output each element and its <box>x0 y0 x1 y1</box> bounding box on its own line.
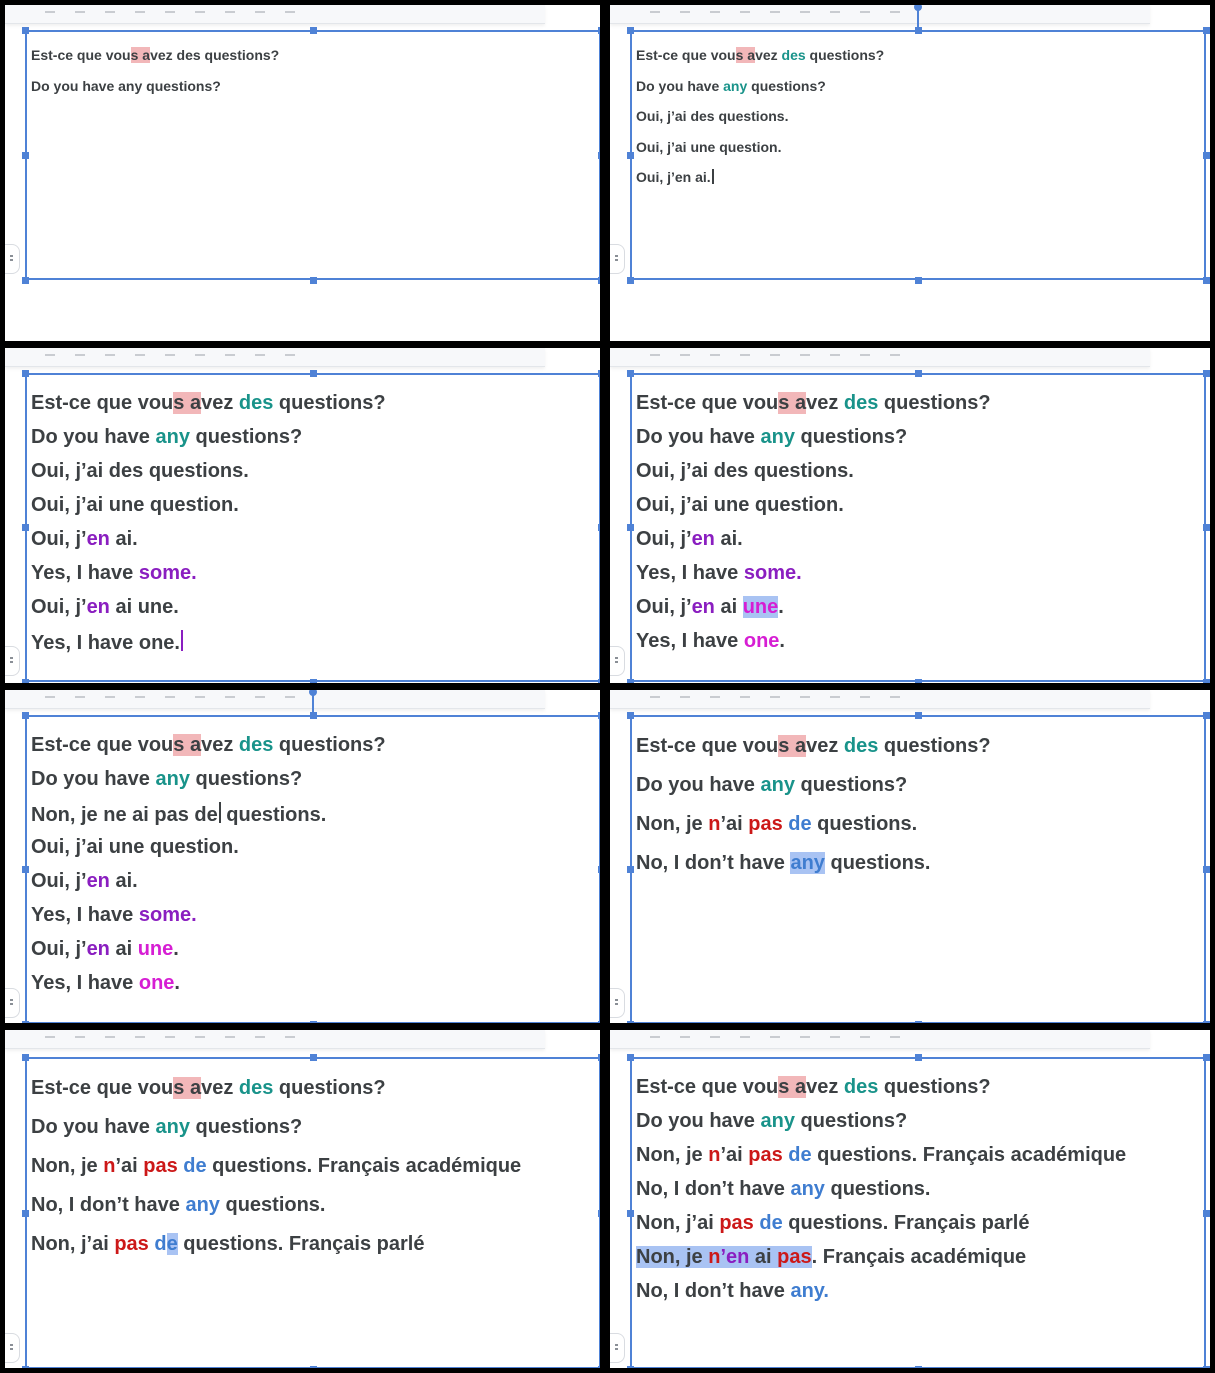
colored-word: en <box>86 870 110 892</box>
resize-handle[interactable] <box>627 679 634 684</box>
text-line[interactable] <box>31 836 239 859</box>
resize-handle[interactable] <box>22 524 29 531</box>
colored-word: any <box>760 426 795 448</box>
text-segment: vez <box>806 1076 844 1098</box>
colored-word: any <box>155 426 190 448</box>
text-segment: Oui, j’ <box>31 528 87 550</box>
toolbar-strip <box>5 348 545 367</box>
text-segment: . <box>779 630 785 652</box>
side-panel-tab[interactable] <box>610 1333 625 1363</box>
text-segment: Yes, I have <box>636 562 744 584</box>
text-line[interactable] <box>31 494 239 517</box>
resize-handle[interactable] <box>22 1210 29 1217</box>
panel-4 <box>610 348 1210 683</box>
text-line[interactable] <box>31 1233 424 1256</box>
text-segment: Non, j’ai <box>31 1233 115 1255</box>
resize-handle[interactable] <box>915 679 922 684</box>
text-line[interactable] <box>636 426 907 449</box>
colored-word: any <box>760 1110 795 1132</box>
resize-handle[interactable] <box>598 277 601 284</box>
text-segment: questions. <box>824 852 931 874</box>
text-segment: ’ai <box>720 1144 749 1166</box>
colored-word: some. <box>138 562 197 584</box>
resize-handle[interactable] <box>627 1366 634 1369</box>
text-segment: Non, je <box>31 1155 104 1177</box>
text-segment: Est-ce que vou <box>636 392 779 414</box>
text-segment: Oui, j’ai une question. <box>31 494 239 516</box>
resize-handle[interactable] <box>1203 679 1210 684</box>
highlighted-text: s a <box>130 47 151 63</box>
panel-7 <box>5 1030 600 1368</box>
colored-word: de <box>183 1155 207 1177</box>
text-line[interactable] <box>636 852 931 875</box>
text-line[interactable] <box>31 802 326 827</box>
resize-handle[interactable] <box>598 712 601 719</box>
text-segment: ai une. <box>109 596 179 618</box>
text-line[interactable] <box>31 938 179 961</box>
panel-3 <box>5 348 600 683</box>
side-panel-tab[interactable] <box>5 1333 20 1363</box>
colored-word: en <box>691 528 715 550</box>
text-line[interactable] <box>636 1246 1026 1269</box>
colored-word: pas <box>719 1212 754 1234</box>
text-line[interactable] <box>31 47 279 63</box>
colored-word: pas <box>748 1144 783 1166</box>
text-segment: Oui, j’ <box>31 596 87 618</box>
resize-handle[interactable] <box>22 1366 29 1369</box>
resize-handle[interactable] <box>915 1054 922 1061</box>
text-line[interactable] <box>31 562 197 585</box>
resize-handle[interactable] <box>1203 370 1210 377</box>
colored-word: any <box>185 1194 220 1216</box>
colored-word: des <box>843 1076 879 1098</box>
text-segment: vez <box>201 392 239 414</box>
highlighted-text: e <box>166 1233 178 1255</box>
text-segment: Yes, I have <box>31 562 139 584</box>
text-segment: vez <box>806 392 844 414</box>
colored-word: de <box>788 813 812 835</box>
text-segment: Oui, j’en ai. <box>636 169 711 185</box>
text-line[interactable] <box>636 1144 1126 1167</box>
highlighted-text: s a <box>778 735 807 757</box>
resize-handle[interactable] <box>1203 1366 1210 1369</box>
text-segment: questions. Français parlé <box>782 1212 1030 1234</box>
toolbar-strip <box>610 690 1150 709</box>
text-line[interactable] <box>31 596 179 619</box>
text-segment: No, I don’t have <box>31 1194 186 1216</box>
resize-handle[interactable] <box>598 27 601 34</box>
resize-handle[interactable] <box>627 866 634 873</box>
resize-handle[interactable] <box>627 1210 634 1217</box>
text-segment: ai. <box>109 528 138 550</box>
text-line[interactable] <box>636 1212 1029 1235</box>
text-segment: ’ai <box>720 813 749 835</box>
toolbar-strip <box>5 1030 545 1049</box>
resize-handle[interactable] <box>22 679 29 684</box>
text-segment: questions? <box>794 774 908 796</box>
text-line[interactable] <box>636 596 784 619</box>
colored-word: any <box>790 1178 825 1200</box>
text-line[interactable] <box>636 392 991 415</box>
colored-word: des <box>238 392 274 414</box>
side-panel-tab[interactable] <box>5 244 20 274</box>
text-cursor <box>181 630 183 651</box>
text-line[interactable] <box>31 1155 521 1178</box>
resize-handle[interactable] <box>598 524 601 531</box>
colored-word: des <box>238 734 274 756</box>
side-panel-tab[interactable] <box>610 646 625 676</box>
resize-handle[interactable] <box>627 712 634 719</box>
resize-handle[interactable] <box>22 277 29 284</box>
text-line[interactable] <box>31 528 138 551</box>
highlighted-text: s a <box>173 734 202 756</box>
panel-1 <box>5 5 600 341</box>
colored-word: de <box>759 1212 783 1234</box>
text-line[interactable] <box>31 392 386 415</box>
text-segment: Est-ce que vou <box>636 47 736 63</box>
colored-word: any <box>760 774 795 796</box>
side-panel-tab[interactable] <box>610 244 625 274</box>
text-line[interactable] <box>31 972 180 995</box>
resize-handle[interactable] <box>598 1054 601 1061</box>
resize-handle[interactable] <box>915 277 922 284</box>
colored-word: pas <box>114 1233 149 1255</box>
highlighted-text: Non, je <box>636 1246 709 1268</box>
text-segment: ’ai <box>115 1155 144 1177</box>
text-segment: Oui, j’ai une question. <box>636 494 844 516</box>
text-segment: . Français académique <box>811 1246 1027 1268</box>
text-line[interactable] <box>31 1077 386 1100</box>
highlighted-text: n <box>708 1246 721 1268</box>
text-segment: questions? <box>794 426 908 448</box>
resize-handle[interactable] <box>310 679 317 684</box>
resize-handle[interactable] <box>915 1366 922 1369</box>
text-segment: No, I don’t have <box>636 1280 791 1302</box>
resize-handle[interactable] <box>627 1021 634 1024</box>
resize-handle[interactable] <box>1203 1210 1210 1217</box>
text-cursor <box>712 169 714 184</box>
text-segment: Oui, j’ai des questions. <box>636 460 854 482</box>
text-line[interactable] <box>636 1076 991 1099</box>
text-segment: Oui, j’ai une question. <box>636 139 782 155</box>
text-line[interactable] <box>31 1116 302 1139</box>
panel-6 <box>610 690 1210 1023</box>
text-segment: vez <box>201 734 239 756</box>
resize-handle[interactable] <box>627 152 634 159</box>
highlighted-text: pas <box>777 1246 812 1268</box>
text-segment: Do you have <box>636 1110 761 1132</box>
text-segment: questions. Français académique <box>811 1144 1127 1166</box>
text-box-selection[interactable] <box>630 30 1206 280</box>
text-segment: Oui, j’ <box>636 596 692 618</box>
highlighted-text: s a <box>173 1077 202 1099</box>
text-segment: No, I don’t have <box>636 852 791 874</box>
panel-2 <box>610 5 1210 341</box>
toolbar-strip <box>5 5 545 24</box>
colored-word: une <box>137 938 174 960</box>
colored-word: any <box>155 1116 190 1138</box>
text-segment: Est-ce que vou <box>636 735 779 757</box>
colored-word: en <box>86 938 110 960</box>
resize-handle[interactable] <box>598 152 601 159</box>
highlighted-text: any <box>790 852 825 874</box>
text-segment: Non, je ne ai pas de <box>31 804 218 826</box>
text-segment: questions. <box>824 1178 931 1200</box>
text-segment: Oui, j’ <box>31 938 87 960</box>
resize-handle[interactable] <box>22 152 29 159</box>
text-segment: questions? <box>878 735 991 757</box>
text-line[interactable] <box>636 562 802 585</box>
text-segment: questions? <box>747 78 826 94</box>
text-segment: questions. Français académique <box>206 1155 522 1177</box>
resize-handle[interactable] <box>627 277 634 284</box>
toolbar-strip <box>610 348 1150 367</box>
highlighted-text: s a <box>173 392 202 414</box>
resize-handle[interactable] <box>1203 524 1210 531</box>
resize-handle[interactable] <box>598 370 601 377</box>
text-segment: . <box>173 938 179 960</box>
text-line[interactable] <box>31 1194 326 1217</box>
text-segment: Non, je <box>636 813 709 835</box>
resize-handle[interactable] <box>627 524 634 531</box>
resize-handle[interactable] <box>22 370 29 377</box>
panel-8 <box>610 1030 1210 1368</box>
colored-word: some. <box>138 904 197 926</box>
text-segment: Oui, j’ai des questions. <box>31 460 249 482</box>
colored-word: n <box>708 1144 721 1166</box>
text-line[interactable] <box>636 1280 829 1303</box>
colored-word: en <box>86 528 110 550</box>
resize-handle[interactable] <box>1203 27 1210 34</box>
text-segment: Do you have <box>636 426 761 448</box>
resize-handle[interactable] <box>22 1054 29 1061</box>
text-segment: Do you have any questions? <box>31 78 221 94</box>
text-line[interactable] <box>636 774 907 797</box>
text-line[interactable] <box>31 768 302 791</box>
text-line[interactable] <box>636 494 844 517</box>
text-segment: questions? <box>189 1116 303 1138</box>
text-segment: questions? <box>794 1110 908 1132</box>
text-segment: No, I don’t have <box>636 1178 791 1200</box>
text-segment: Do you have <box>31 426 156 448</box>
colored-word: one <box>743 630 780 652</box>
resize-handle[interactable] <box>598 1366 601 1369</box>
text-segment: vez <box>201 1077 239 1099</box>
resize-handle[interactable] <box>915 712 922 719</box>
text-segment: ai <box>714 596 743 618</box>
colored-word: n <box>103 1155 116 1177</box>
text-line[interactable] <box>636 735 991 758</box>
colored-word: pas <box>748 813 783 835</box>
side-panel-tab[interactable] <box>5 988 20 1018</box>
toolbar-strip <box>610 5 1150 24</box>
text-segment: Est-ce que vou <box>636 1076 779 1098</box>
text-segment: questions? <box>273 734 386 756</box>
text-line[interactable] <box>636 78 826 94</box>
resize-handle[interactable] <box>1203 866 1210 873</box>
text-line[interactable] <box>636 813 917 836</box>
side-panel-tab[interactable] <box>610 988 625 1018</box>
text-box-selection[interactable] <box>25 30 600 280</box>
text-segment: questions? <box>273 392 386 414</box>
text-segment: ai. <box>714 528 743 550</box>
text-segment: Est-ce que vou <box>31 392 174 414</box>
text-segment: questions? <box>805 47 885 63</box>
colored-word: some. <box>743 562 802 584</box>
highlighted-text: s a <box>735 47 756 63</box>
text-line[interactable] <box>31 734 386 757</box>
text-segment: questions. <box>220 804 327 826</box>
resize-handle[interactable] <box>598 1021 601 1024</box>
colored-word: des <box>238 1077 274 1099</box>
text-line[interactable] <box>31 460 249 483</box>
colored-word: one <box>138 972 175 994</box>
colored-word: des <box>843 735 879 757</box>
text-segment: questions. Français parlé <box>177 1233 425 1255</box>
text-line[interactable] <box>636 169 714 185</box>
resize-handle[interactable] <box>598 866 601 873</box>
resize-handle[interactable] <box>22 1021 29 1024</box>
text-line[interactable] <box>636 528 743 551</box>
text-segment: Est-ce que vou <box>31 734 174 756</box>
text-segment: Do you have <box>636 78 724 94</box>
text-segment: Do you have <box>31 1116 156 1138</box>
text-line[interactable] <box>636 630 785 653</box>
resize-handle[interactable] <box>1203 1054 1210 1061</box>
resize-handle[interactable] <box>598 1210 601 1217</box>
text-segment: Yes, I have one. <box>31 632 180 654</box>
colored-word: en <box>691 596 715 618</box>
resize-handle[interactable] <box>310 370 317 377</box>
text-line[interactable] <box>636 108 788 124</box>
text-line[interactable] <box>31 904 197 927</box>
highlighted-text: ’en <box>720 1246 750 1268</box>
colored-word: any <box>723 78 748 94</box>
text-segment: Est-ce que vou <box>31 1077 174 1099</box>
highlighted-text: s a <box>778 1076 807 1098</box>
highlighted-text: une <box>742 596 779 618</box>
text-line[interactable] <box>636 139 781 155</box>
text-segment: . <box>174 972 180 994</box>
text-line[interactable] <box>636 47 884 63</box>
side-panel-tab[interactable] <box>5 646 20 676</box>
text-segment: Oui, j’ai une question. <box>31 836 239 858</box>
text-segment: Non, j’ai <box>636 1212 720 1234</box>
resize-handle[interactable] <box>22 27 29 34</box>
text-segment: questions? <box>878 1076 991 1098</box>
colored-word: de <box>788 1144 812 1166</box>
text-segment: questions? <box>189 768 303 790</box>
text-segment: questions. <box>811 813 918 835</box>
resize-handle[interactable] <box>310 1366 317 1369</box>
toolbar-strip <box>5 690 545 709</box>
text-line[interactable] <box>31 426 302 449</box>
colored-word: any <box>155 768 190 790</box>
resize-handle[interactable] <box>310 27 317 34</box>
colored-word: des <box>843 392 879 414</box>
resize-handle[interactable] <box>22 712 29 719</box>
text-line[interactable] <box>636 460 854 483</box>
resize-handle[interactable] <box>310 1021 317 1024</box>
text-segment: vez <box>755 47 782 63</box>
text-segment: vez <box>806 735 844 757</box>
colored-word: en <box>86 596 110 618</box>
resize-handle[interactable] <box>915 1021 922 1024</box>
resize-handle[interactable] <box>1203 152 1210 159</box>
text-line[interactable] <box>31 630 183 655</box>
text-segment: Yes, I have <box>31 904 139 926</box>
text-line[interactable] <box>31 870 138 893</box>
colored-word: d <box>154 1233 167 1255</box>
resize-handle[interactable] <box>627 27 634 34</box>
text-segment: ai. <box>109 870 138 892</box>
text-segment: Yes, I have <box>31 972 139 994</box>
resize-handle[interactable] <box>1203 277 1210 284</box>
text-segment: questions? <box>273 1077 386 1099</box>
text-segment: questions. <box>219 1194 326 1216</box>
text-line[interactable] <box>636 1178 931 1201</box>
panel-5 <box>5 690 600 1023</box>
text-segment: ai <box>109 938 138 960</box>
text-segment: vez des questions? <box>150 47 280 63</box>
text-segment: Oui, j’ <box>31 870 87 892</box>
highlighted-text: s a <box>778 392 807 414</box>
colored-word: any. <box>790 1280 829 1302</box>
text-segment: Oui, j’ <box>636 528 692 550</box>
text-segment: Do you have <box>31 768 156 790</box>
text-segment: Non, je <box>636 1144 709 1166</box>
resize-handle[interactable] <box>915 370 922 377</box>
text-segment: Do you have <box>636 774 761 796</box>
text-segment: Yes, I have <box>636 630 744 652</box>
text-segment: . <box>778 596 784 618</box>
colored-word: n <box>708 813 721 835</box>
resize-handle[interactable] <box>598 679 601 684</box>
resize-handle[interactable] <box>627 1054 634 1061</box>
text-line[interactable] <box>636 1110 907 1133</box>
text-segment: Est-ce que vou <box>31 47 131 63</box>
text-segment: Oui, j’ai des questions. <box>636 108 789 124</box>
resize-handle[interactable] <box>22 866 29 873</box>
highlighted-text: ai <box>749 1246 778 1268</box>
colored-word: des <box>781 47 806 63</box>
colored-word: pas <box>143 1155 178 1177</box>
text-segment: questions? <box>878 392 991 414</box>
resize-handle[interactable] <box>310 1054 317 1061</box>
resize-handle[interactable] <box>1203 1021 1210 1024</box>
text-segment: questions? <box>189 426 303 448</box>
toolbar-strip <box>610 1030 1150 1049</box>
resize-handle[interactable] <box>310 277 317 284</box>
resize-handle[interactable] <box>627 370 634 377</box>
resize-handle[interactable] <box>1203 712 1210 719</box>
text-line[interactable] <box>31 78 221 94</box>
